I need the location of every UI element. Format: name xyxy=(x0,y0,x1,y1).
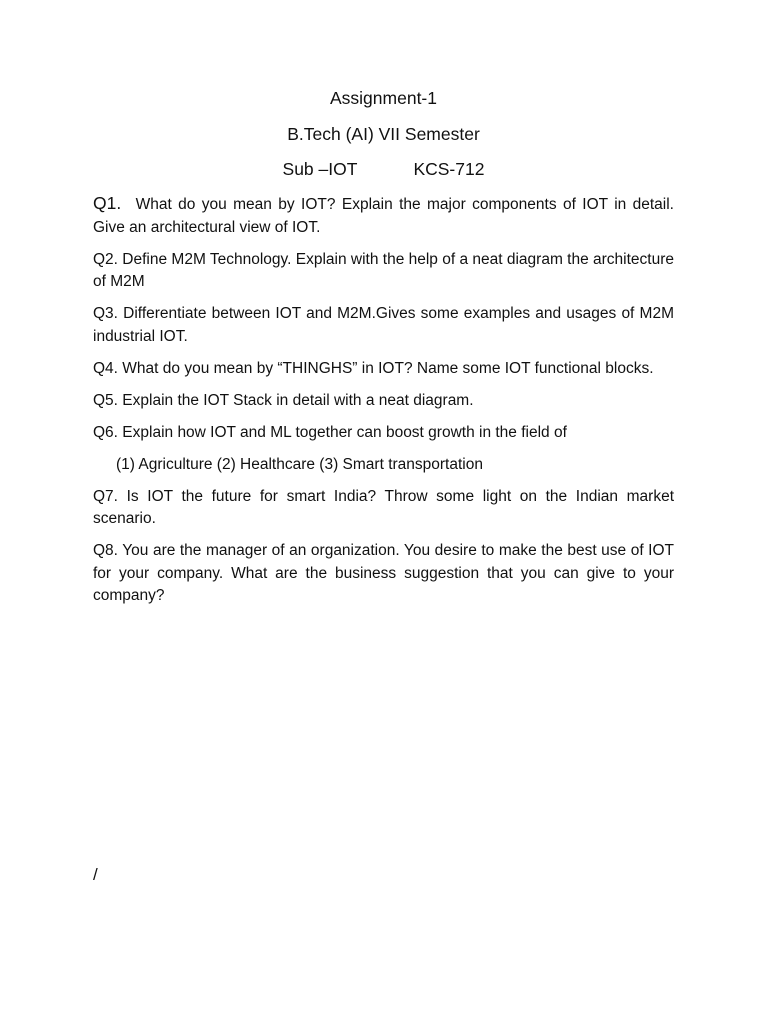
question-text: Explain how IOT and ML together can boost growth in the field of xyxy=(122,423,567,441)
question-text: Differentiate between IOT and M2M.Gives some examples and usages of M2M industrial IOT. xyxy=(93,305,674,345)
page-title: Assignment-1 xyxy=(330,88,437,108)
question-text: You are the manager of an organization. You desire to make the best use of IOT for your company. What are the business suggestion that you can give to your company? xyxy=(93,542,675,604)
question-text: Define M2M Technology. Explain with the help of a neat diagram the architecture of M2M xyxy=(93,250,675,290)
subject-name: Sub –IOT xyxy=(282,159,358,179)
question-3 xyxy=(93,303,674,348)
footer-mark: / xyxy=(93,865,98,884)
question-8 xyxy=(93,540,674,608)
question-1 xyxy=(93,192,674,239)
assignment-page xyxy=(93,86,674,617)
question-label: Q8. xyxy=(93,542,118,559)
question-label: Q7. xyxy=(93,487,118,505)
question-label: Q2. xyxy=(93,250,118,268)
subject-code: KCS-712 xyxy=(413,159,485,179)
question-2 xyxy=(93,249,674,294)
question-4 xyxy=(93,358,674,381)
question-text: What do you mean by IOT? Explain the major components of IOT in detail. Give an architectural view of IOT. xyxy=(93,196,674,236)
question-7 xyxy=(93,486,674,531)
question-text: Explain the IOT Stack in detail with a neat diagram. xyxy=(122,391,474,409)
question-label: Q1. xyxy=(93,193,122,213)
subject-line xyxy=(93,157,674,181)
question-6-sub-items: (1) Agriculture (2) Healthcare (3) Smart transportation xyxy=(116,455,483,473)
question-label: Q3. xyxy=(93,305,118,322)
question-label: Q6. xyxy=(93,423,118,441)
question-6 xyxy=(93,422,674,445)
question-text: What do you mean by “THINGHS” in IOT? Name some IOT functional blocks. xyxy=(122,359,654,377)
question-label: Q4. xyxy=(93,359,118,377)
question-label: Q5. xyxy=(93,391,118,409)
question-5 xyxy=(93,390,674,413)
course-line: B.Tech (AI) VII Semester xyxy=(287,124,480,144)
question-text: Is IOT the future for smart India? Throw some light on the Indian market scenario. xyxy=(93,487,674,527)
